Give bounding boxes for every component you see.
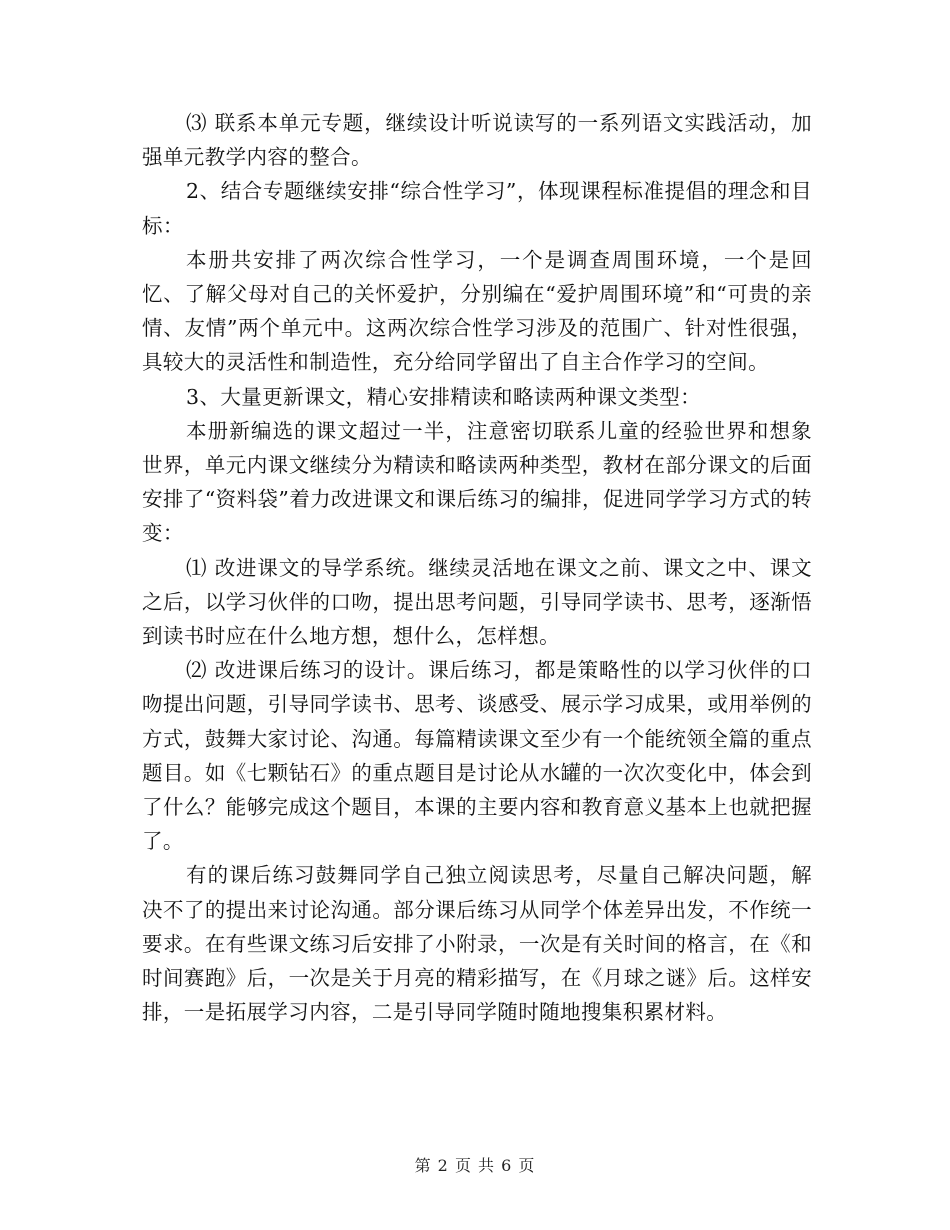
paragraph-4: 3、大量更新课文，精心安排精读和略读两种课文类型： <box>186 384 702 409</box>
paragraph-1: ⑶ 联系本单元专题，继续设计听说读写的一系列语文实践活动，加强单元教学内容的整合。 <box>142 111 812 170</box>
paragraph-7: ⑵ 改进课后练习的设计。课后练习，都是策略性的以学习伙伴的口吻提出问题，引导同学读书、思考、谈感受、展示学习成果，或用举例的方式，鼓舞大家讨论、沟通。每篇精读课文至少有一个能统领全篇的重点题目。如《七颗钻石》的重点题目是讨论从水罐的一次次变化中，体会到了什么？能够完成这个题目，本课的主要内容和教育意义基本上也就把握了。 <box>142 658 812 854</box>
page-footer: 第 2 页 共 6 页 <box>414 1156 536 1175</box>
paragraph-2: 2、结合专题继续安排“综合性学习”，体现课程标准提倡的理念和目标： <box>142 179 812 238</box>
paragraph-8: 有的课后练习鼓舞同学自己独立阅读思考，尽量自己解决问题，解决不了的提出来讨论沟通。部分课后练习从同学个体差异出发，不作统一要求。在有些课文练习后安排了小附录，一次是有关时间的格言，在《和时间赛跑》后，一次是关于月亮的精彩描写，在《月球之谜》后。这样安排，一是拓展学习内容，二是引导同学随时随地搜集积累材料。 <box>142 863 812 1025</box>
paragraph-3: 本册共安排了两次综合性学习，一个是调查周围环境，一个是回忆、了解父母对自己的关怀爱护，分别编在“爱护周围环境”和“可贵的亲情、友情”两个单元中。这两次综合性学习涉及的范围广、针对性很强，具较大的灵活性和制造性，充分给同学留出了自主合作学习的空间。 <box>142 247 812 375</box>
paragraph-5: 本册新编选的课文超过一半，注意密切联系儿童的经验世界和想象世界，单元内课文继续分为精读和略读两种类型，教材在部分课文的后面安排了“资料袋”着力改进课文和课后练习的编排，促进同学学习方式的转变： <box>142 418 812 546</box>
document-body <box>142 106 812 1029</box>
paragraph-6: ⑴ 改进课文的导学系统。继续灵活地在课文之前、课文之中、课文之后，以学习伙伴的口吻，提出思考问题，引导同学读书、思考，逐渐悟到读书时应在什么地方想，想什么，怎样想。 <box>142 555 812 649</box>
